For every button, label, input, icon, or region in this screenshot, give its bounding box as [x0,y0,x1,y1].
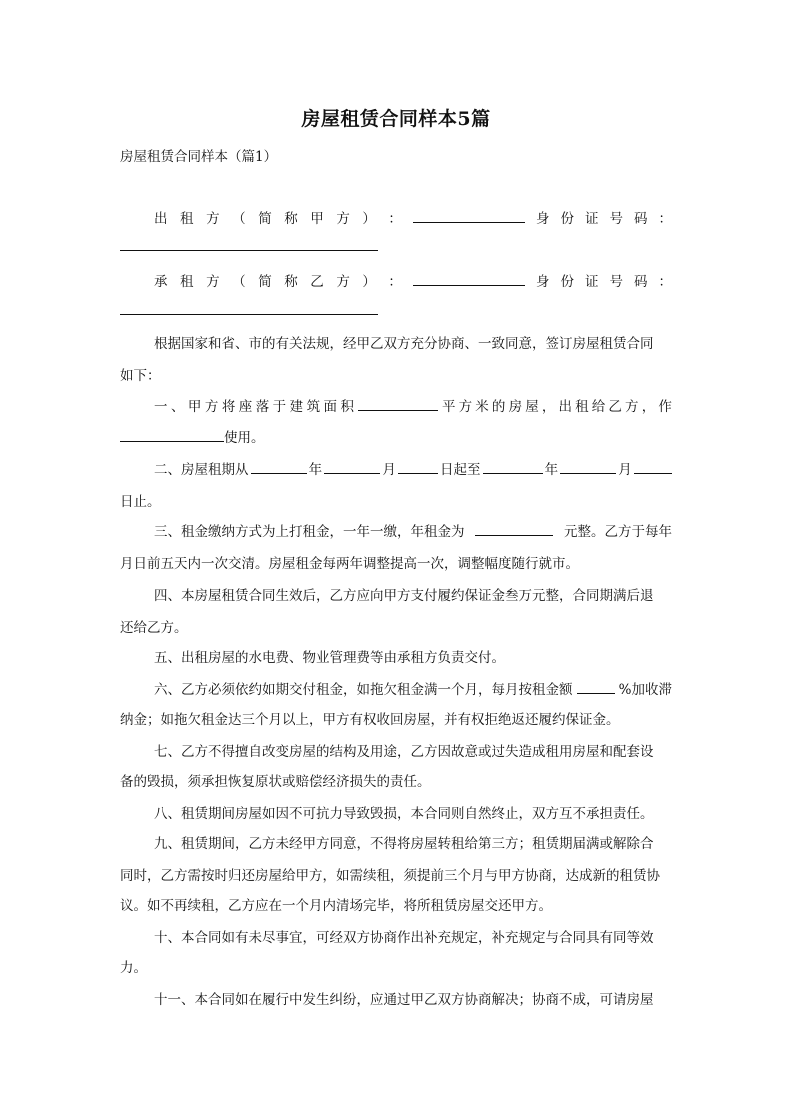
lessee-id-blank[interactable] [120,314,378,315]
document-title: 房屋租赁合同样本5篇 [301,108,491,130]
clause-2-line1 [154,458,672,478]
clause-4-line2: 还给乙方。 [120,620,188,636]
lessor-id-blank[interactable] [120,250,378,251]
clause-preamble-line1: 根据国家和省、市的有关法规，经甲乙双方充分协商、一致同意，签订房屋租赁合同 [154,336,654,352]
clause-3-line2: 月日前五天内一次交清。房屋租金每两年调整提高一次，调整幅度随行就市。 [120,556,579,572]
start-year-blank[interactable] [251,459,307,474]
clause-6-line2: 纳金；如拖欠租金达三个月以上，甲方有权收回房屋，并有权拒绝返还履约保证金。 [120,712,620,728]
area-blank[interactable] [358,396,438,411]
lessor-line [154,207,672,227]
lessor-label: 出 租 方 （ 简 称 甲 方 ） ： [154,211,402,227]
clause-2-line2: 日止。 [120,494,161,510]
clause-10-line1: 十、本合同如有未尽事宜，可经双方协商作出补充规定，补充规定与合同具有同等效 [154,930,654,946]
start-day-blank[interactable] [398,459,438,474]
clause-2-d: 日起至 [439,462,481,478]
clause-2-f: 月 [618,462,632,478]
clause-3-a: 三、租金缴纳方式为上打租金，一年一缴，年租金为 [154,524,465,540]
lessee-line [154,270,672,290]
clause-2-a: 二、房屋租期从 [154,462,249,478]
clause-5-line1: 五、出租房屋的水电费、物业管理费等由承租方负责交付。 [154,650,505,666]
clause-1-part3: 使用。 [224,430,265,446]
clause-6-b: %加收滞 [618,682,672,698]
clause-9-line1: 九、租赁期间，乙方未经甲方同意，不得将房屋转租给第三方；租赁期届满或解除合 [154,836,654,852]
clause-11-line1: 十一、本合同如在履行中发生纠纷，应通过甲乙双方协商解决；协商不成，可请房屋 [154,992,654,1008]
clause-1-line2 [120,426,672,446]
clause-3-b: 元整。乙方于每年 [564,524,672,540]
clause-8-line1: 八、租赁期间房屋如因不可抗力导致毁损，本合同则自然终止，双方互不承担责任。 [154,806,654,822]
clause-6-a: 六、乙方必须依约如期交付租金，如拖欠租金满一个月，每月按租金额 [154,682,573,698]
clause-7-line2: 备的毁损，须承担恢复原状或赔偿经济损失的责任。 [120,774,431,790]
clause-1-part2: 平 方 米 的 房 屋 ， 出 租 给 乙 方 ， 作 [442,399,672,415]
clause-7-line1: 七、乙方不得擅自改变房屋的结构及用途，乙方因故意或过失造成租用房屋和配套设 [154,744,654,760]
clause-9-line3: 议。如不再续租，乙方应在一个月内清场完毕，将所租赁房屋交还甲方。 [120,898,552,914]
clause-6-line1 [154,678,672,698]
clause-preamble-line2: 如下： [120,368,161,384]
clause-1-part1: 一 、 甲 方 将 座 落 于 建 筑 面 积 [154,399,354,415]
annual-rent-blank[interactable] [475,521,553,536]
late-fee-percent-blank[interactable] [577,679,615,694]
lessor-name-blank[interactable] [413,208,525,223]
clause-9-line2: 同时，乙方需按时归还房屋给甲方，如需续租，须提前三个月与甲方协商，达成新的租赁协 [120,868,660,884]
clause-4-line1: 四、本房屋租赁合同生效后，乙方应向甲方支付履约保证金叁万元整，合同期满后退 [154,588,654,604]
end-month-blank[interactable] [560,459,616,474]
clause-2-e: 年 [544,462,559,478]
usage-blank[interactable] [120,427,224,442]
section-heading: 房屋租赁合同样本（篇1） [120,149,278,165]
clause-3-line1 [154,520,672,540]
lessee-id-label: 身 份 证 号 码 ： [536,274,672,290]
end-year-blank[interactable] [483,459,543,474]
start-month-blank[interactable] [324,459,380,474]
end-day-blank[interactable] [634,459,672,474]
clause-2-b: 年 [308,462,323,478]
clause-2-c: 月 [382,462,396,478]
lessor-id-label: 身 份 证 号 码 ： [536,211,672,227]
lessee-name-blank[interactable] [413,271,525,286]
clause-10-line2: 力。 [120,960,147,976]
lessee-label: 承 租 方 （ 简 称 乙 方 ） ： [154,274,402,290]
clause-1-line1 [154,395,672,415]
